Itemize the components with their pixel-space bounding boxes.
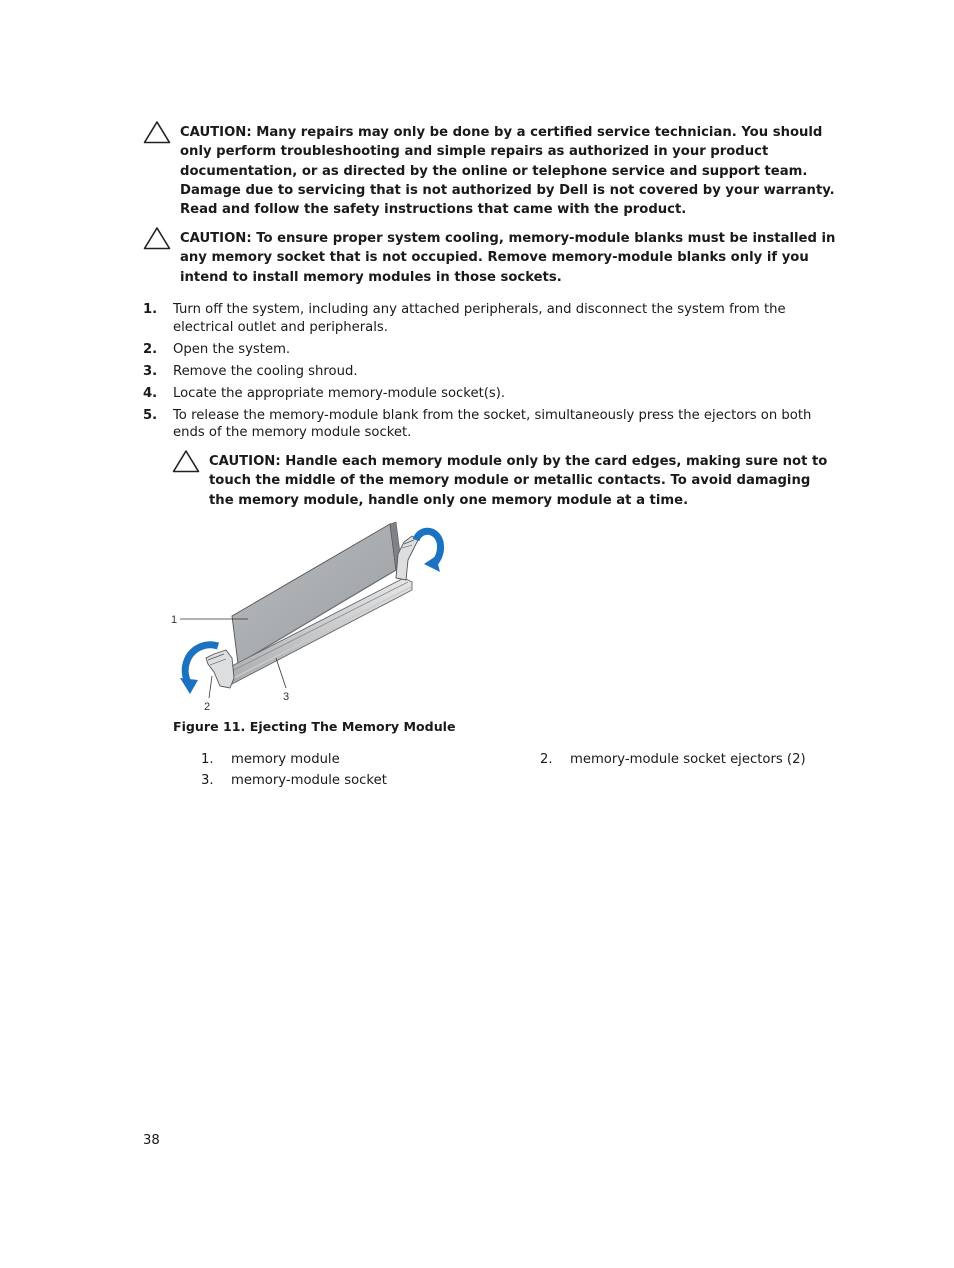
caution-service-technician — [143, 123, 843, 219]
step-number: 3. — [143, 363, 158, 379]
callout-1: 1 — [171, 614, 178, 626]
step-item — [143, 363, 833, 381]
caution-text: CAUTION: Handle each memory module only by the card edges, making sure not to touch the middle of the memory module or metallic contacts. To avoid damaging the memory module, handle only one memory module at a time. — [209, 454, 828, 508]
step-text: Remove the cooling shroud. — [173, 363, 358, 379]
step-number: 2. — [143, 341, 158, 357]
legend-item — [201, 772, 387, 789]
caution-text: CAUTION: To ensure proper system cooling, memory-module blanks must be installed in any memory socket that is not occupied. Remove memory-module blanks only if you intend to install memory modules in those sockets. — [180, 231, 836, 285]
legend-text: memory module — [231, 752, 340, 767]
step-text: To release the memory-module blank from the socket, simultaneously press the ejectors on both ends of the memory module socket. — [173, 407, 812, 440]
callout-2: 2 — [204, 701, 211, 713]
legend-number: 1. — [201, 752, 214, 767]
callout-3: 3 — [283, 691, 290, 703]
step-text: Locate the appropriate memory-module socket(s). — [173, 385, 506, 401]
caution-system-cooling — [143, 229, 843, 287]
step-number: 4. — [143, 385, 158, 401]
memory-module-illustration — [168, 518, 458, 718]
page-number: 38 — [143, 1133, 160, 1148]
ejector-left — [206, 650, 234, 688]
step-text: Turn off the system, including any attached peripherals, and disconnect the system from the electrical outlet and peripherals. — [173, 302, 786, 335]
step-item — [143, 301, 833, 336]
caution-handle-memory — [172, 452, 832, 510]
step-text: Open the system. — [173, 341, 291, 357]
caution-text: CAUTION: Many repairs may only be done by a certified service technician. You should only perform troubleshooting and simple repairs as authorized in your product documentation, or as directed by the online or telephone service and support team. Damage due to servicing that is not authorized by Dell is not covered by your warranty. Read and follow the safety instructions that came with the product. — [180, 125, 835, 218]
procedure-steps — [143, 301, 833, 446]
caution-triangle-icon — [172, 449, 200, 473]
caution-triangle-icon — [143, 120, 171, 144]
rotate-arrow-right-icon — [416, 531, 441, 572]
step-item — [143, 341, 833, 359]
legend-item — [540, 751, 806, 768]
step-item — [143, 407, 833, 442]
legend-number: 2. — [540, 752, 553, 767]
step-number: 1. — [143, 302, 158, 317]
step-item — [143, 385, 833, 403]
caution-triangle-icon — [143, 226, 171, 250]
legend-item — [201, 751, 340, 768]
legend-number: 3. — [201, 773, 214, 788]
figure-caption: Figure 11. Ejecting The Memory Module — [173, 719, 456, 734]
legend-text: memory-module socket — [231, 773, 387, 788]
step-number: 5. — [143, 407, 158, 423]
legend-text: memory-module socket ejectors (2) — [570, 752, 806, 767]
ejector-right — [396, 536, 418, 580]
